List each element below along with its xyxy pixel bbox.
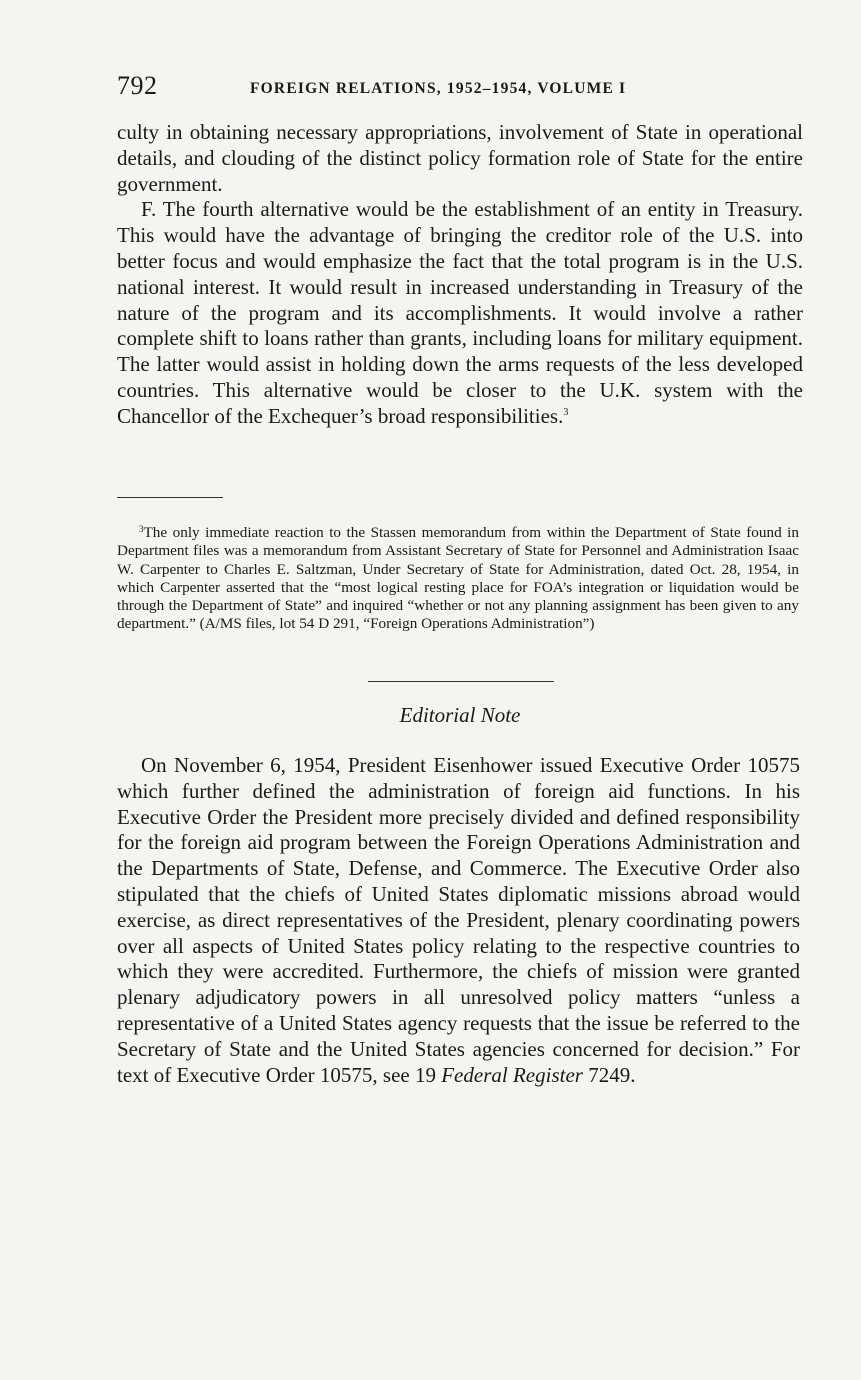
footnote-marker: 3 <box>139 524 144 535</box>
editorial-note-text: On November 6, 1954, President Eisenhower issued Executive Order 10575 which further defined the administration of foreign aid functions. In his Executive Order the President more precisely divided and defined responsibility for the foreign aid program between the Foreign Operations Administration and the Departments of State, Defense, and Commerce. The Executive Order also stipulated that the chiefs of United States diplomatic missions abroad would exercise, as direct representatives of the President, plenary coordinating powers over all aspects of United States policy relating to the respective countries to which they were accredited. Furthermore, the chiefs of mission were granted plenary adjudicatory powers in all unresolved policy matters “unless a representative of a United States agency requests that the issue be referred to the Secretary of State and the United States agencies concerned for decision.” For text of Executive Order 10575, see 19 <box>117 753 800 1087</box>
footnote-text: The only immediate reaction to the Stassen memorandum from within the Department of State found in Department files was a memorandum from Assistant Secretary of State for Personnel and Administration Isaac W. Carpenter to Charles E. Saltzman, Under Secretary of State for Administration, dated Oct. 28, 1954, in which Carpenter asserted that the “most logical resting place for FOA’s integration or liquidation would be through the Department of State” and inquired “whether or not any planning assignment has been given to any department.” (A/MS files, lot 54 D 291, “Foreign Operations Administration”) <box>117 524 799 633</box>
page-header <box>117 70 807 106</box>
editorial-note-paragraph <box>117 753 800 1088</box>
footnote-reference[interactable]: 3 <box>563 406 569 418</box>
paragraph-f <box>117 197 803 429</box>
footnote-divider <box>117 497 223 498</box>
footnote <box>117 524 799 633</box>
running-head: FOREIGN RELATIONS, 1952–1954, VOLUME I <box>250 80 627 97</box>
citation-journal: Federal Register <box>441 1062 583 1087</box>
citation-page: 7249. <box>588 1062 636 1087</box>
continued-paragraph: culty in obtaining necessary appropriations, involvement of State in operational details, and clouding of the distinct policy formation role of State for the entire government. <box>117 120 803 196</box>
paragraph-f-text: F. The fourth alternative would be the establishment of an entity in Treasury. This would have the advantage of bringing the creditor role of the U.S. into better focus and would emphasize the fact that the total program is in the U.S. national interest. It would result in increased understanding in Treasury of the nature of the program and its accomplishments. It would involve a rather complete shift to loans rather than grants, including loans for military equipment. The latter would assist in holding down the arms requests of the less developed countries. This alternative would be closer to the U.K. system with the Chancellor of the Exchequer’s broad responsibilities. <box>117 197 803 428</box>
section-divider <box>368 681 554 682</box>
page-number: 792 <box>117 71 158 100</box>
main-text <box>117 120 803 430</box>
editorial-note-title: Editorial Note <box>399 703 521 727</box>
